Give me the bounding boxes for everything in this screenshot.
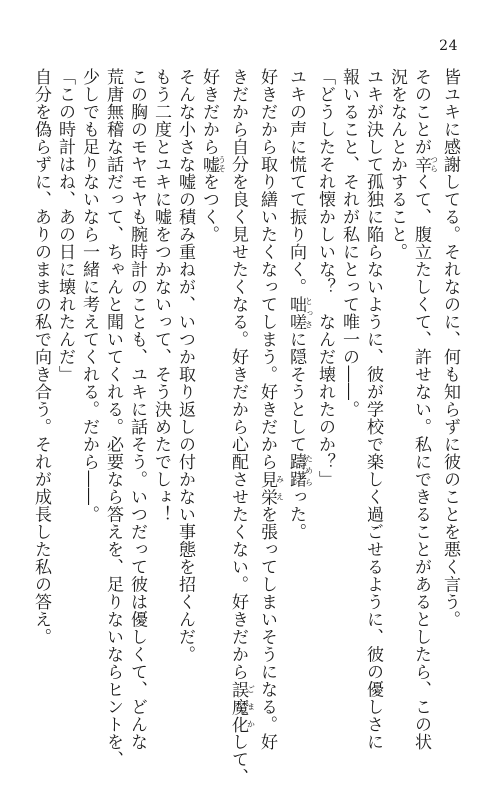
ruby-base: 嘘 [199,155,219,173]
body-text [31,68,462,786]
text-line: もう二度とユキに嘘をつかないって、そう決めたでしょ！ [151,68,171,523]
ruby-base: 辛 [411,155,431,173]
text-line: 皆ユキに感謝してる。それなのに、何も知らずに彼のことを悪く言う。 [440,68,460,628]
text-segment: 好きだから [199,68,219,156]
text-line [197,68,226,668]
ruby-reading: みえ [275,470,285,506]
ruby-base: 躊躇 [286,453,306,488]
text-segment: をつく。 [199,173,219,243]
text-line: ユキが決して孤独に陥らないように、彼が学校で楽しく過ごせるように、彼の優しさに [363,68,383,751]
ruby-annotation [228,680,256,734]
ruby-annotation [286,453,314,488]
text-line: 少しでも足りないなら一緒に考えてくれる。だから――。 [79,68,99,523]
text-segment: った。 [286,488,306,541]
text-line: 「どうしたそれ懐かしいな？ なんだ壊れたのか？」 [315,68,335,488]
text-segment: 好きだから取り繕いたくなってしまう。好きだから [257,68,277,471]
text-line: 「この時計はね、あの日に壊れたんだ」 [55,68,75,383]
text-line [255,68,285,751]
ruby-annotation [411,155,439,174]
ruby-annotation [286,295,314,331]
text-line [284,68,313,668]
ruby-base: 咄嗟 [286,295,306,331]
ruby-annotation [257,470,285,506]
text-segment: に隠そうとして [286,330,306,453]
text-segment: そのことが [411,68,431,156]
ruby-reading: ためら [304,453,314,488]
ruby-reading: とっさ [304,295,314,331]
ruby-reading: つら [429,155,439,173]
text-segment: くて、腹立たしくて、許せない。私にできることがあるとしたら、この状 [411,173,431,751]
text-line: 報いること、それが私にとって唯一の――。 [339,68,359,418]
ruby-annotation [199,155,227,174]
text-line: 自分を偽らずに、ありのままの私で向き合う。それが成長した私の答え。 [31,68,51,646]
ruby-base: 見栄 [257,470,277,506]
text-segment: きだから自分を良く見せたくなる。好きだから心配させたくない。好きだから [228,68,248,681]
text-line [226,68,256,786]
text-segment: を張ってしまいそうになる。好 [257,505,277,751]
text-line: 荒唐無稽な話だって、ちゃんと聞いてくれる。必要なら答えを、足りないならヒントを、 [103,68,123,768]
text-line: そんな小さな嘘の積み重ねが、いつか取り返しの付かない事態を招くんだ。 [175,68,195,663]
text-segment: して、 [228,733,248,786]
page-number: 24 [439,38,458,54]
text-segment: ユキの声に慌てて振り向く。 [286,68,306,296]
ruby-base: 誤魔化 [228,680,248,733]
ruby-reading: ごまか [246,680,256,733]
text-line: この胸のモヤモヤも腕時計のことも、ユキに話そう。いつだって彼は優しくて、どんな [127,68,147,751]
text-line [409,68,439,751]
text-line: 況をなんとかすること。 [387,68,407,261]
ruby-reading: うそ [217,155,227,173]
